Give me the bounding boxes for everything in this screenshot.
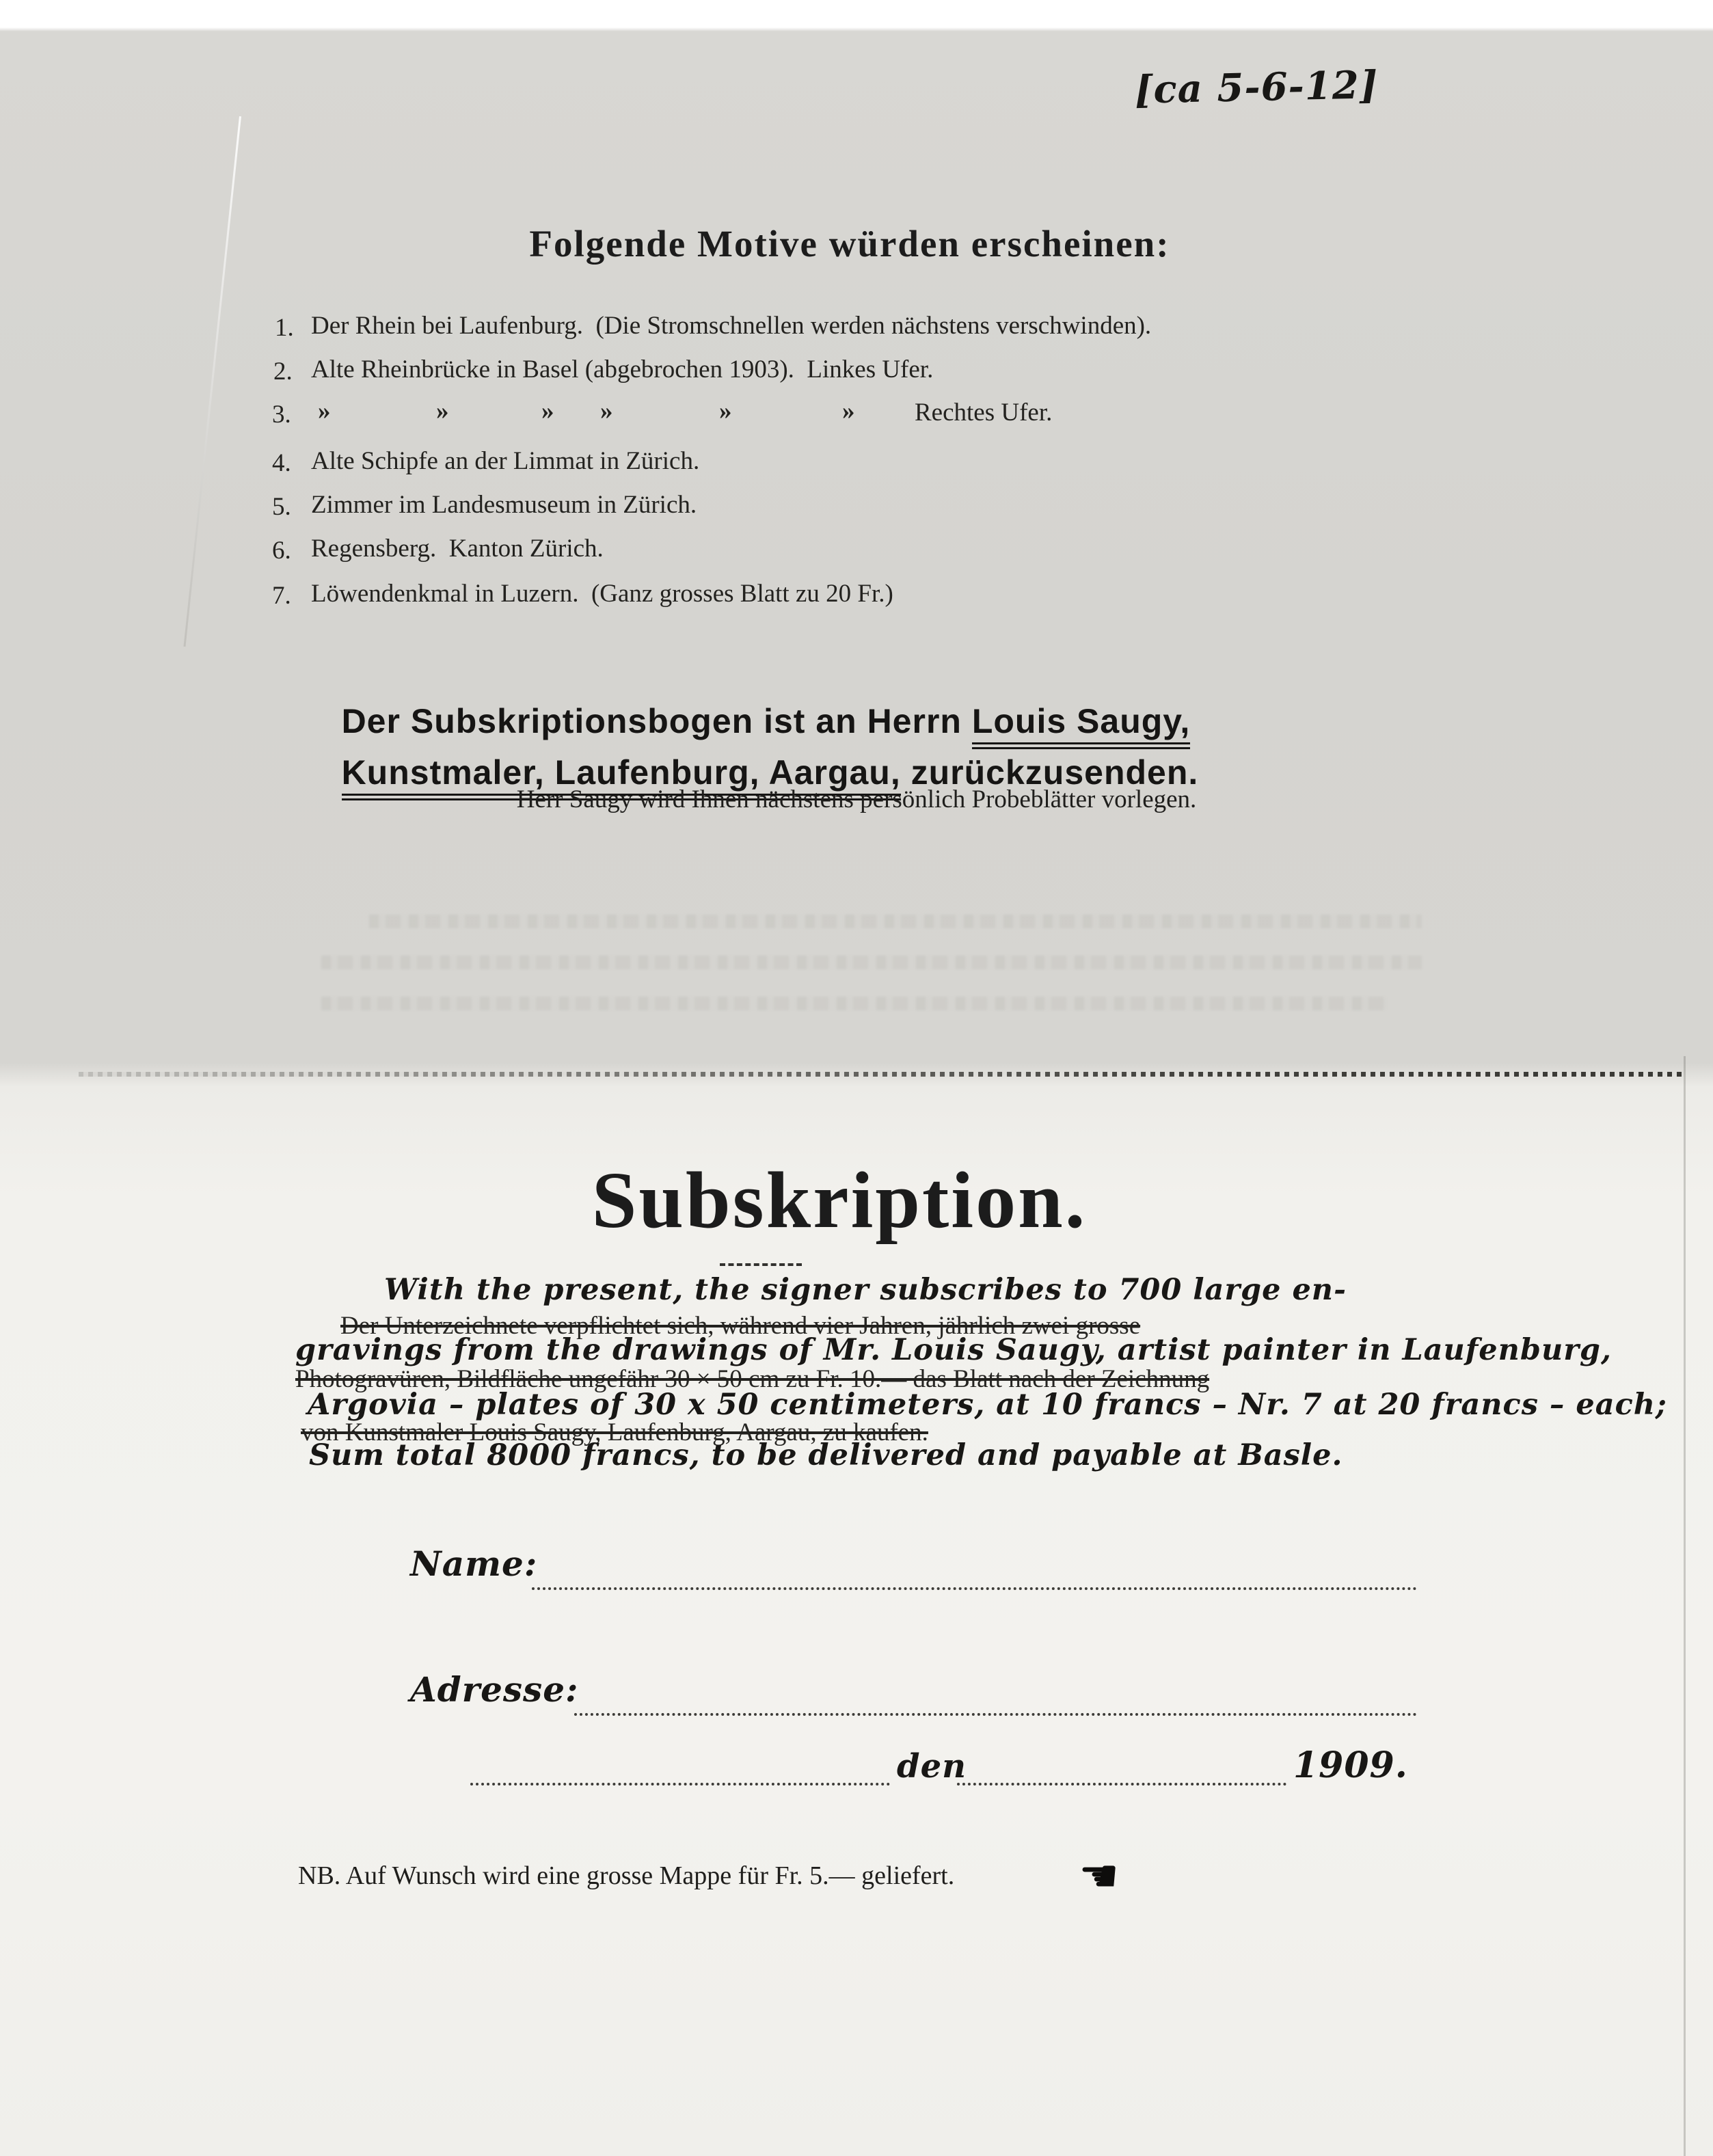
list-item-number: 5. [272, 493, 291, 521]
list-item-number: 4. [272, 449, 291, 477]
address-label: Adresse: [410, 1669, 579, 1710]
list-item: Der Rhein bei Laufenburg. (Die Stromschnellen werden nächstens verschwinden). [311, 312, 1152, 340]
struck-printed-line: Der Unterzeichnete verpflichtet sich, während vier Jahren, jährlich zwei grosse [340, 1312, 1141, 1340]
ditto-mark: » [541, 397, 554, 425]
year-text: 1909. [1293, 1744, 1408, 1786]
list-item-number: 6. [272, 537, 291, 565]
ditto-mark: » [842, 397, 855, 425]
date-fill-line [957, 1750, 1286, 1786]
ditto-mark: » [318, 397, 331, 425]
list-item-number: 2. [273, 358, 293, 386]
ditto-mark: » [600, 397, 613, 425]
struck-printed-line: Photogravüren, Bildfläche ungefähr 30 × 50 cm zu Fr. 10.— das Blatt nach der Zeichnung [295, 1365, 1210, 1393]
list-item-number: 7. [272, 582, 291, 610]
list-item: Alte Rheinbrücke in Basel (abgebrochen 1903). Linkes Ufer. [311, 355, 934, 383]
name-label: Name: [410, 1544, 538, 1584]
manicule-pointing-hand-icon: ☚ [1079, 1850, 1120, 1902]
handwritten-line: Argovia – plates of 30 x 50 centimeters, at 10 francs – Nr. 7 at 20 francs – each; [308, 1388, 1667, 1422]
bleed-through-text [321, 956, 1422, 969]
bleed-through-text [321, 997, 1388, 1010]
return-notice-underlined-name: Louis Saugy, [972, 702, 1190, 749]
nb-note: NB. Auf Wunsch wird eine grosse Mappe für Fr. 5.— geliefert. [298, 1861, 955, 1890]
return-notice-text: Der Subskriptionsbogen ist an Herrn [341, 702, 972, 740]
list-item: Löwendenkmal in Luzern. (Ganz grosses Blatt zu 20 Fr.) [311, 580, 893, 608]
handwritten-line: With the present, the signer subscribes to 700 large en- [384, 1273, 1347, 1307]
list-item: Rechtes Ufer. [915, 399, 1053, 427]
ditto-mark: » [436, 397, 449, 425]
return-notice-underlined-address: Kunstmaler, Laufenburg, Aargau, [342, 753, 901, 800]
name-fill-line [532, 1560, 1417, 1590]
paper-crease [183, 116, 241, 647]
ditto-mark: » [719, 397, 732, 425]
motifs-heading: Folgende Motive würden erscheinen: [529, 223, 1170, 265]
list-item: Alte Schipfe an der Limmat in Zürich. [311, 447, 700, 475]
address-fill-line [574, 1686, 1417, 1716]
list-item-number: 1. [275, 314, 294, 342]
handwritten-line: Sum total 8000 francs, to be delivered and payable at Basle. [309, 1438, 1343, 1472]
place-fill-line [470, 1750, 890, 1786]
date-prefix: den [897, 1747, 967, 1786]
presentation-note: Herr Saugy wird Ihnen nächstens persönlich Probeblätter vorlegen. [516, 785, 1197, 813]
list-item-number: 3. [272, 401, 291, 429]
perforation-line [79, 1072, 1685, 1077]
list-item: Regensberg. Kanton Zürich. [311, 535, 604, 563]
list-item: Zimmer im Landesmuseum in Zürich. [311, 491, 697, 519]
heading-dashed-rule [720, 1263, 802, 1266]
struck-printed-line: von Kunstmaler Louis Saugy, Laufenburg, Aargau, zu kaufen. [301, 1418, 928, 1446]
return-notice-text: zurückzusenden. [900, 753, 1199, 792]
handwritten-archive-note: [ca 5-6-12] [1134, 62, 1379, 113]
handwritten-line: gravings from the drawings of Mr. Louis Saugy, artist painter in Laufenburg, [295, 1333, 1612, 1367]
subscription-heading: Subskription. [591, 1155, 1088, 1245]
bleed-through-text [369, 915, 1422, 928]
